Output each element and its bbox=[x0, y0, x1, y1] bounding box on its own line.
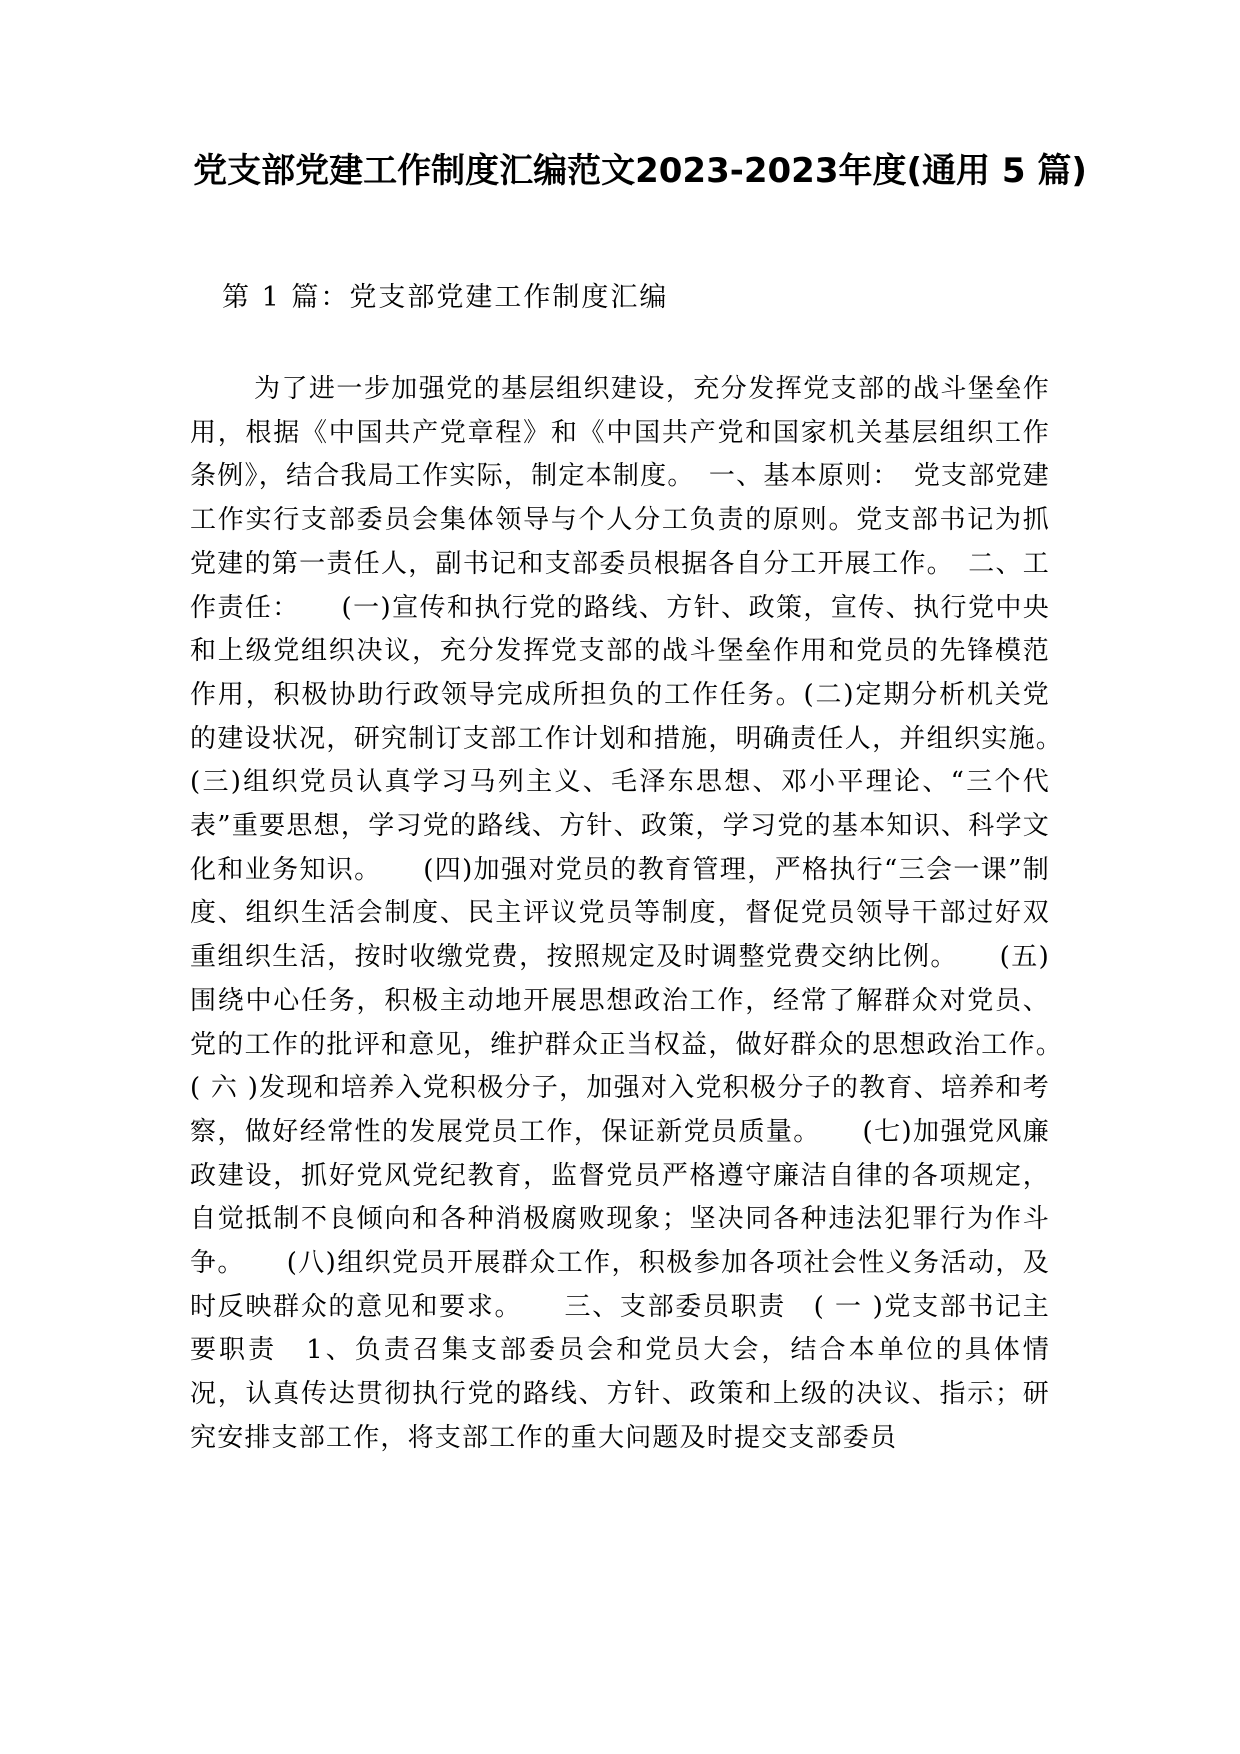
section-heading: 第 1 篇：党支部党建工作制度汇编 bbox=[222, 282, 669, 313]
document-title: 党支部党建工作制度汇编范文2023-2023年度(通用 5 篇) bbox=[193, 151, 1087, 191]
body-paragraph: 为了进一步加强党的基层组织建设，充分发挥党支部的战斗堡垒作用，根据《中国共产党章程》和《中国共产党和国家机关基层组织工作条例》，结合我局工作实际，制定本制度。 一、基本原则： 党支部党建工作实行支部委员会集体领导与个人分工负责的原则。党支部书记为抓党建的第一责任人，副书记和支部委员根据各自分工开展工作。 二、工作责任： (一)宣传和执行党的路线、方针、政策，宣传、执行党中央和上级党组织决议，充分发挥党支部的战斗堡垒作用和党员的先锋模范作用，积极协助行政领导完成所担负的工作任务。(二)定期分析机关党的建设状况，研究制订支部工作计划和措施，明确责任人，并组织实施。 (三)组织党员认真学习马列主义、毛泽东思想、邓小平理论、“三个代表”重要思想，学习党的路线、方针、政策，学习党的基本知识、科学文化和业务知识。 (四)加强对党员的教育管理，严格执行“三会一课”制度、组织生活会制度、民主评议党员等制度，督促党员领导干部过好双重组织生活，按时收缴党费，按照规定及时调整党费交纳比例。 (五)围绕中心任务，积极主动地开展思想政治工作，经常了解群众对党员、党的工作的批评和意见，维护群众正当权益，做好群众的思想政治工作。 ( 六 )发现和培养入党积极分子，加强对入党积极分子的教育、培养和考察，做好经常性的发展党员工作，保证新党员质量。 (七)加强党风廉政建设，抓好党风党纪教育，监督党员严格遵守廉洁自律的各项规定，自觉抵制不良倾向和各种消极腐败现象；坚决同各种违法犯罪行为作斗争。 (八)组织党员开展群众工作，积极参加各项社会性义务活动，及时反映群众的意见和要求。 三、支部委员职责 ( 一 )党支部书记主要职责 1、负责召集支部委员会和党员大会，结合本单位的具体情况，认真传达贯彻执行党的路线、方针、政策和上级的决议、指示；研究安排支部工作，将支部工作的重大问题及时提交支部委员 bbox=[190, 374, 1105, 1453]
